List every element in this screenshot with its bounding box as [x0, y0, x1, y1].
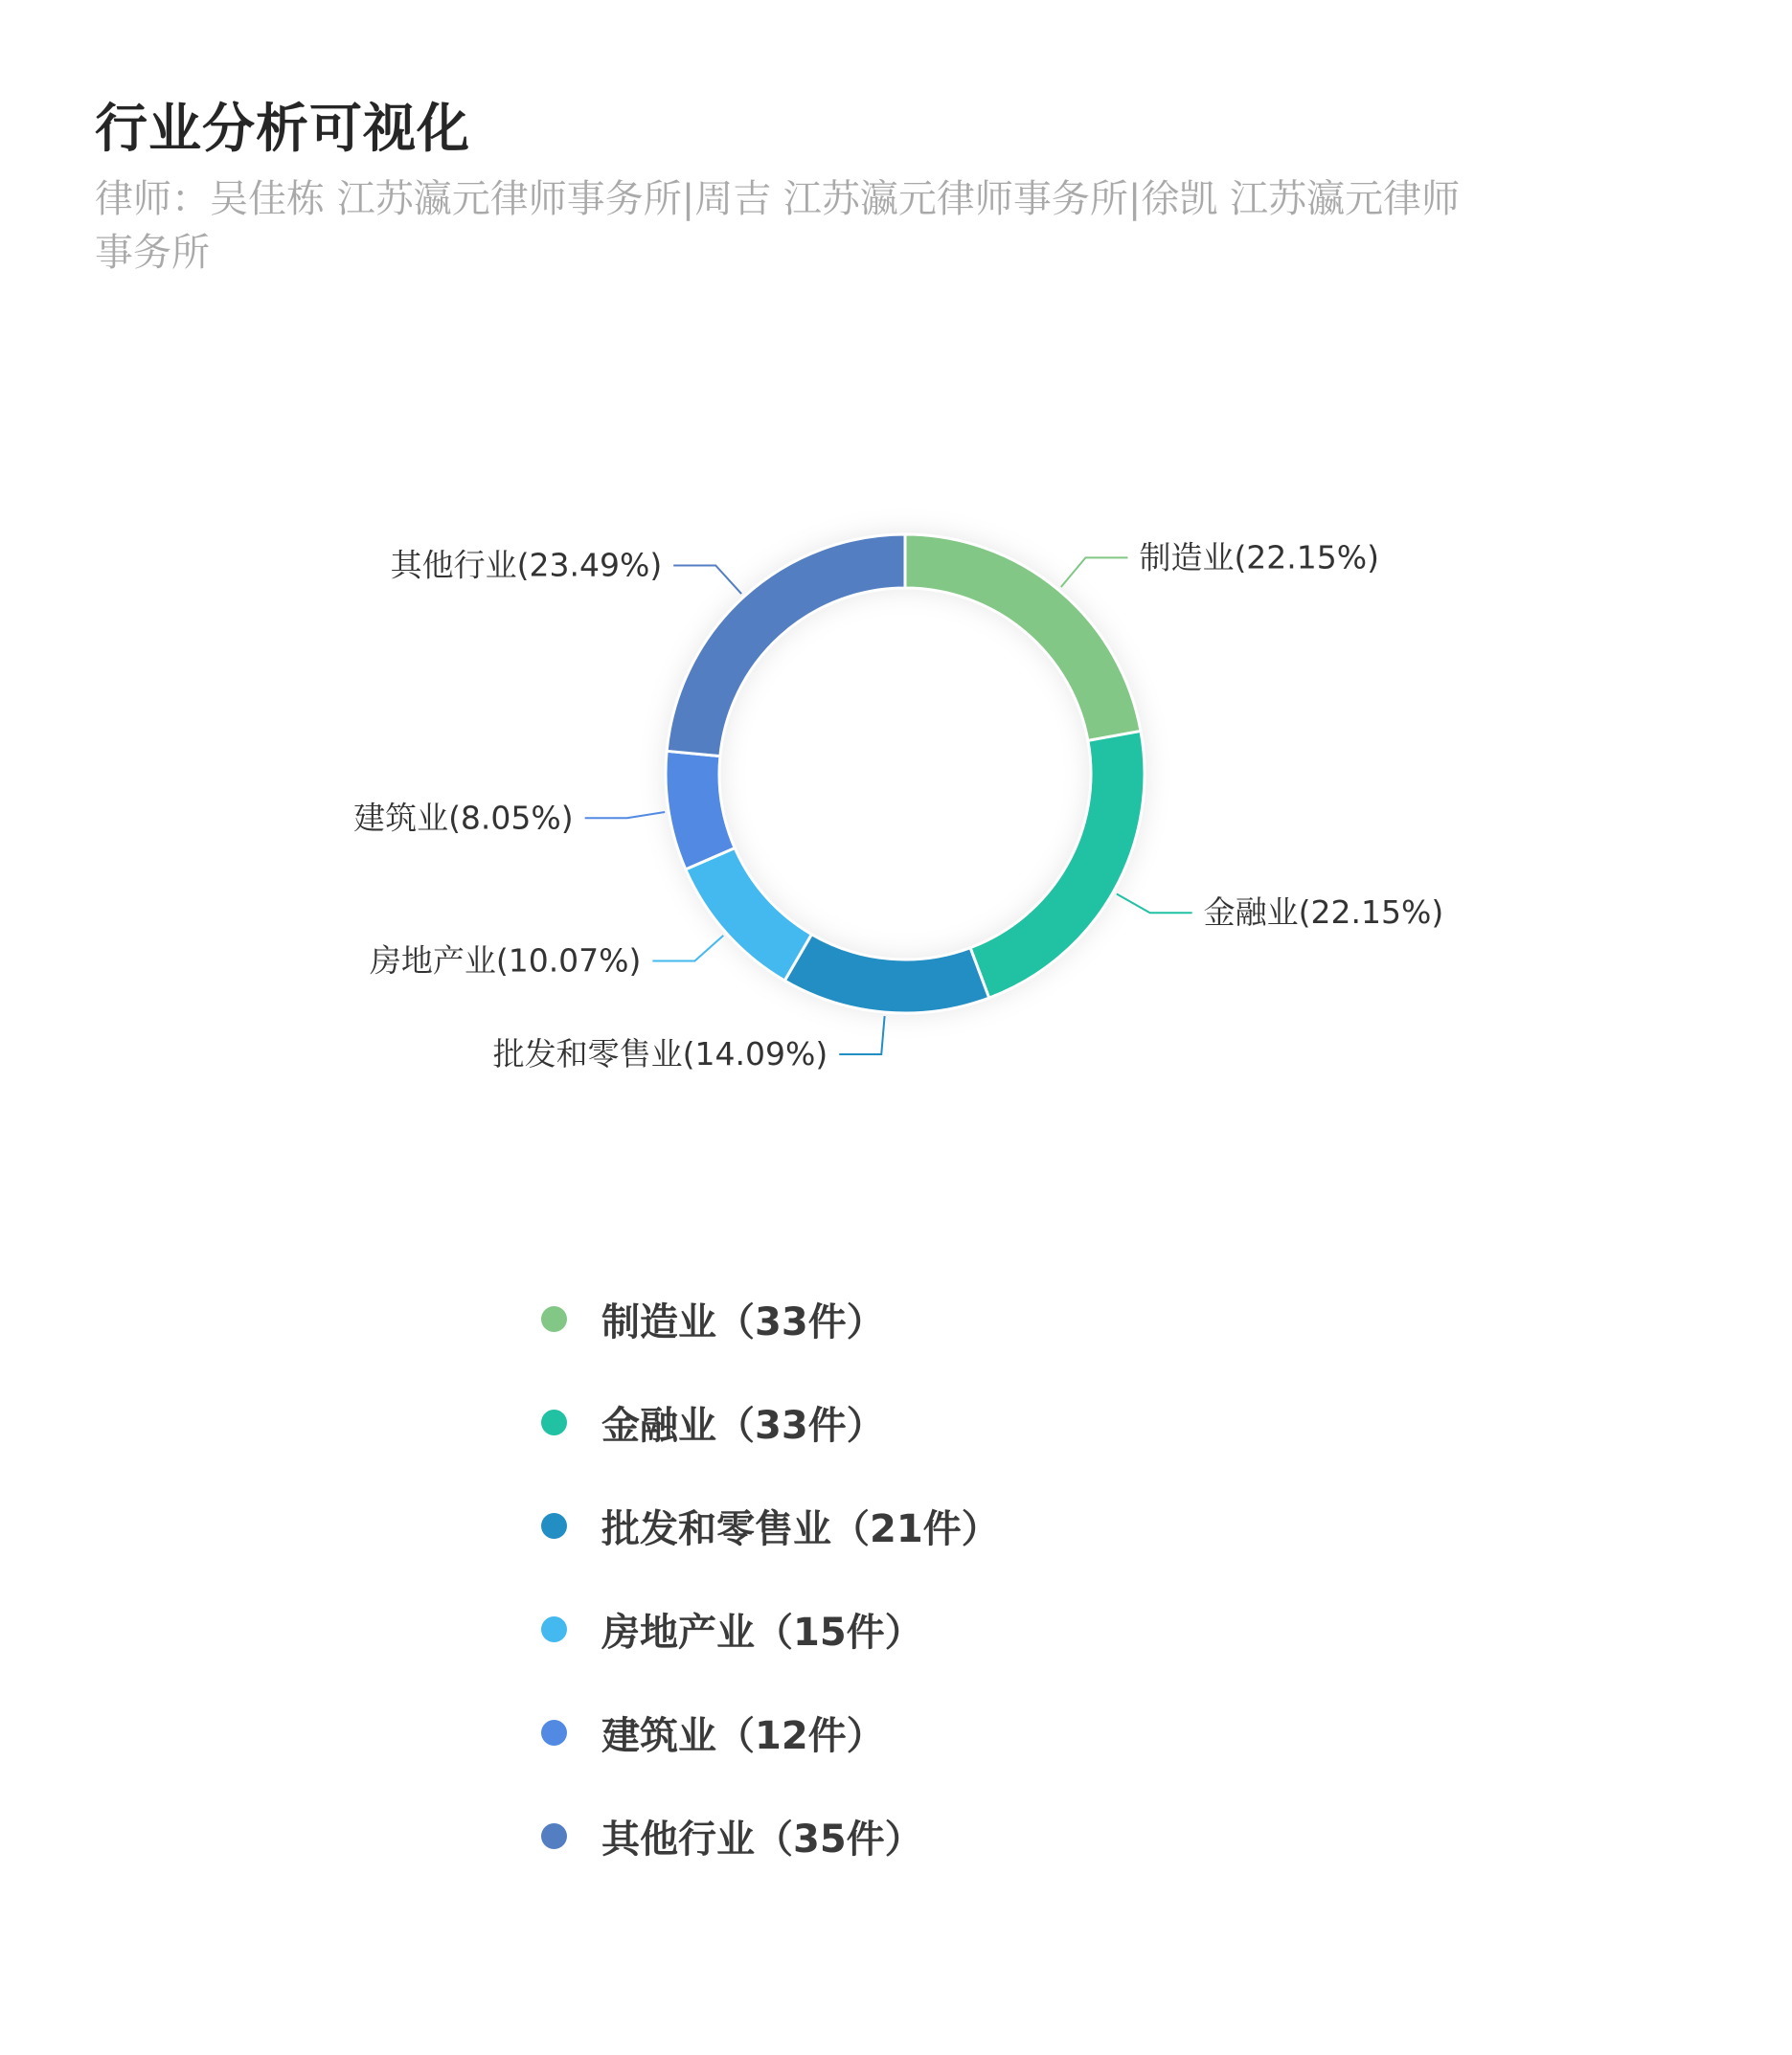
callout-line [839, 1016, 884, 1054]
label-other: 其他行业(23.49%) [390, 546, 663, 584]
callout-line [1117, 893, 1192, 913]
page-title: 行业分析可视化 [95, 98, 471, 159]
callout-line [585, 812, 666, 818]
callout-line [652, 936, 723, 961]
legend-label: 批发和零售业（21件） [601, 1506, 1000, 1551]
legend-dot-icon [541, 1513, 567, 1539]
legend-dot-icon [541, 1823, 567, 1849]
legend-dot-icon [541, 1616, 567, 1642]
legend-item-wholesale-retail[interactable] [541, 1474, 1000, 1577]
legend-label: 金融业（33件） [601, 1403, 885, 1448]
label-construction: 建筑业(8.05%) [353, 799, 574, 837]
slice-manufacturing[interactable] [905, 534, 1141, 740]
legend-label: 房地产业（15件） [601, 1610, 923, 1655]
label-real-estate: 房地产业(10.07%) [369, 941, 642, 980]
slice-construction[interactable] [666, 751, 735, 869]
slice-finance[interactable] [970, 731, 1145, 998]
label-manufacturing: 制造业(22.15%) [1139, 538, 1380, 576]
legend-item-manufacturing[interactable] [541, 1267, 1000, 1370]
legend-dot-icon [541, 1720, 567, 1746]
callout-line [1061, 557, 1128, 587]
callout-line [673, 565, 741, 594]
label-wholesale-retail: 批发和零售业(14.09%) [492, 1034, 828, 1073]
legend-item-finance[interactable] [541, 1370, 1000, 1474]
slice-other[interactable] [667, 534, 905, 757]
label-finance: 金融业(22.15%) [1203, 893, 1444, 932]
legend-item-real-estate[interactable] [541, 1577, 1000, 1681]
legend-label: 制造业（33件） [601, 1299, 885, 1344]
legend-label: 建筑业（12件） [601, 1713, 885, 1758]
legend-label: 其他行业（35件） [601, 1817, 923, 1862]
page-subtitle: 律师：吴佳栋 江苏瀛元律师事务所|周吉 江苏瀛元律师事务所|徐凯 江苏瀛元律师事务所 [95, 177, 1461, 275]
slice-wholesale-retail[interactable] [784, 935, 988, 1013]
legend-item-other[interactable] [541, 1784, 1000, 1887]
chart-legend [541, 1267, 1000, 1887]
legend-dot-icon [541, 1410, 567, 1435]
slice-real-estate[interactable] [686, 848, 812, 982]
legend-item-construction[interactable] [541, 1681, 1000, 1784]
legend-dot-icon [541, 1306, 567, 1332]
